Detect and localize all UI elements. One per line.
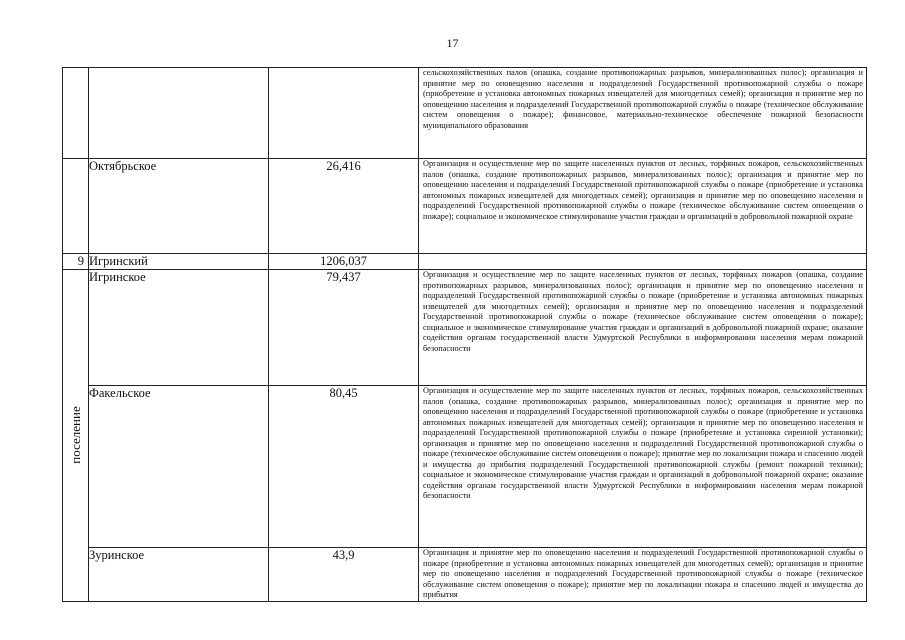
description-cell: Организация и осуществление мер по защите населенных пунктов от лесных, торфяных пожаров, сельскохозяйственных палов (опашка, создание противопожарных разрывов, минерализованных полос); организация и принятие мер по оповещению населения и подразделений Государственной противопожарной службы о пожаре (приобретение и установка автономных пожарных извещателей для многодетных семей); организация и принятие мер по оповещению населения и подразделений Государственной противопожарной службы о пожаре (приобретение и установка сиренной установки); организация и принятие мер по оповещению населения и подразделений Государственной противопожарной службы о пожаре (техническое обслуживание систем оповещения о пожаре); принятие мер по локализации пожара и спасению людей и имущества до прибытия подразделений Государственной противопожарной службы (ремонт пожарной техники); социальное и экономическое стимулирование участия граждан и организаций в добровольной пожарной охране; оказание содействия органам государственной власти Удмуртской Республики в информировании населения мерам пожарной безопасности [419,386,867,548]
description-cell [419,254,867,270]
page-number: 17 [446,36,459,50]
table-row-fakelskoe [63,386,867,548]
amount-value: 80,45 [269,386,419,548]
value-cell [269,68,419,159]
table-row-zurinskoe [63,548,867,602]
settlement-name: Зуринское [89,548,269,602]
settlement-name: Игринское [89,270,269,386]
amount-value: 43,9 [269,548,419,602]
num-cell [63,68,89,159]
table-row-igrinskoe [63,270,867,386]
row-number: 9 [63,254,89,270]
name-cell [89,68,269,159]
allocation-table [62,67,867,602]
side-label-cell [63,270,89,602]
settlement-name: Факельское [89,386,269,548]
description-cell: Организация и осуществление мер по защите населенных пунктов от лесных, торфяных пожаров (опашка, создание противопожарных разрывов, минерализованных полос); организация и принятие мер по оповещению населения и подразделений Государственной противопожарной службы о пожаре (приобретение и установка автономных пожарных извещателей для многодетных семей); организация и принятие мер по оповещению населения и подразделений Государственной противопожарной службы о пожаре (техническое обслуживание систем оповещения о пожаре); социальное и экономическое стимулирование участия граждан и организаций в добровольной пожарной охране; оказание содействия органам государственной власти Удмуртской Республики в информировании населения мерам пожарной безопасности [419,270,867,386]
district-total: 1206,037 [269,254,419,270]
description-cell: сельскохозяйственных палов (опашка, создание противопожарных разрывов, минерализованных полос); организация и принятие мер по оповещению населения и подразделений Государственной противопожарной службы о пожаре (приобретение и установка автономных пожарных извещателей для многодетных семей); организация и принятие мер по оповещению населения и подразделений Государственной противопожарной службы о пожаре (техническое обслуживание систем оповещения о пожаре); финансовое, материально-техническое обеспечение пожарной безопасности муниципального образования [419,68,867,159]
amount-value: 26,416 [269,159,419,254]
district-name: Игринский [89,254,269,270]
settlement-name: Октябрьское [89,159,269,254]
description-cell: Организация и осуществление мер по защите населенных пунктов от лесных, торфяных пожаров, сельскохозяйственных палов (опашка, создание противопожарных разрывов, минерализованных полос); организация и принятие мер по оповещению населения и подразделений Государственной противопожарной службы о пожаре (приобретение и установка автономных пожарных извещателей для многодетных семей); организация и принятие мер по оповещению населения и подразделений Государственной противопожарной службы о пожаре (техническое обслуживание систем оповещения о пожаре); социальное и экономическое стимулирование участия граждан и организаций в добровольной пожарной охране [419,159,867,254]
num-cell [63,159,89,254]
table-row-igrinsky-district [63,254,867,270]
table-row-continuation [63,68,867,159]
amount-value: 79,437 [269,270,419,386]
side-label: поселение [67,406,83,465]
description-cell: Организация и принятие мер по оповещению населения и подразделений Государственной противопожарной службы о пожаре (приобретение и установка автономных пожарных извещателей для многодетных семей); организация и принятие мер по оповещению населения и подразделений Государственной противопожарной службы о пожаре (техническое обслуживание систем оповещения о пожаре); принятие мер по локализации пожара и спасению людей и имущества до прибытия [419,548,867,602]
table-row-oktyabrskoe [63,159,867,254]
